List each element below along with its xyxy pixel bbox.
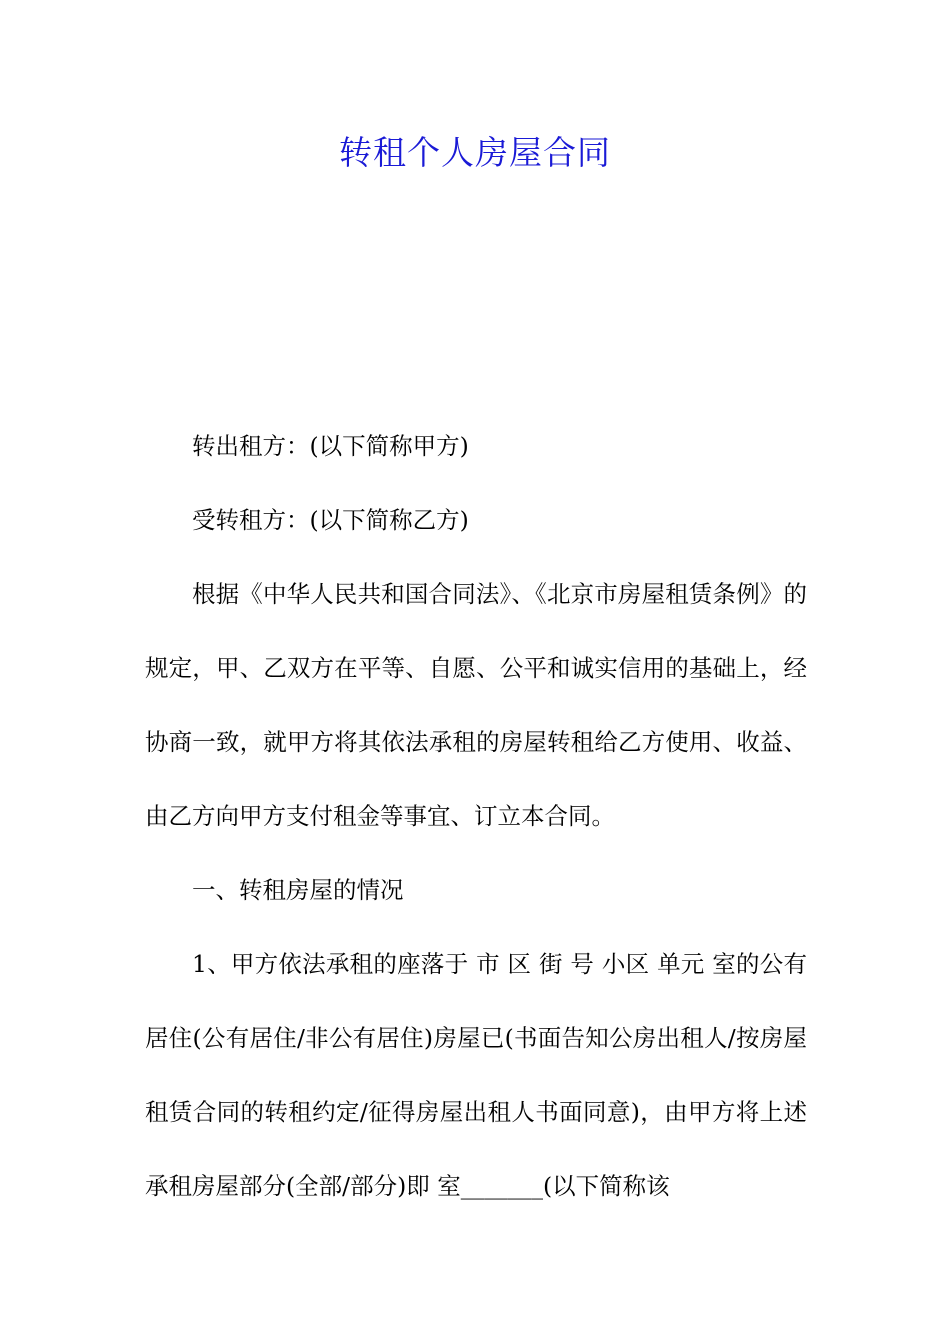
paragraph-clause-1: 1、甲方依法承租的座落于 市 区 街 号 小区 单元 室的公有居住(公有居住/非公有居住)房屋已(书面告知公房出租人/按房屋租赁合同的转租约定/征得房屋出租人书面同意)，由甲方将上述承租房屋部分(全部/部分)即 室_______(以下简称该 [145,950,807,1200]
paragraph-preamble: 根据《中华人民共和国合同法》、《北京市房屋租赁条例》的规定，甲、乙双方在平等、自愿、公平和诚实信用的基础上，经协商一致，就甲方将其依法承租的房屋转租给乙方使用、收益、由乙方向甲方支付租金等事宜、订立本合同。 [145,580,807,830]
document-title: 转租个人房屋合同 [339,133,611,172]
section-heading-property: 一、转租房屋的情况 [192,876,404,904]
paragraph-sublessee: 受转租方：(以下简称乙方) [192,506,469,534]
paragraph-sublessor: 转出租方：(以下简称甲方) [192,432,469,460]
document-body [145,409,807,1223]
